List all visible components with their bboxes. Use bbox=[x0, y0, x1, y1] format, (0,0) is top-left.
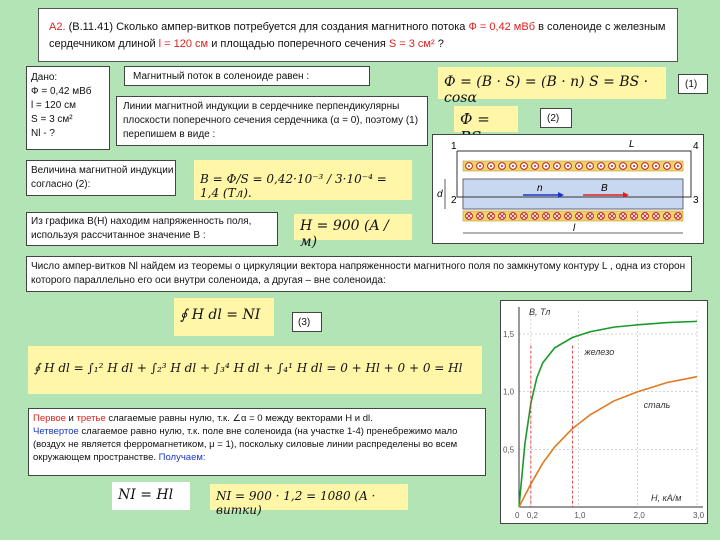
bh-chart-svg bbox=[501, 301, 707, 523]
y-tick-label: 1,0 bbox=[503, 387, 515, 397]
problem-statement: А2. (В.11.41) Сколько ампер-витков потребуется для создания магнитного потока Ф = 0,42 мВб в соленоиде с железным сердечником длиной l = 120 см и площадью поперечного сечения S = 3 см² ? bbox=[38, 8, 678, 62]
series-label: сталь bbox=[643, 399, 671, 410]
y-tick-label: 0,5 bbox=[503, 445, 515, 455]
contour-label: L bbox=[629, 139, 635, 150]
area-value: S = 3 см² bbox=[388, 38, 435, 50]
explanation-box: Первое и третье слагаемые равны нулю, т.к. ∠α = 0 между векторами H и dl. Четвертое слагаемое равно нулю, т.к. поле вне соленоида (на участке 1-4) пренебрежимо мало (воздух не является ферромагнетиком, μ = 1), поскольку силовые линии распределены во всем окружающем пространстве. Получаем: bbox=[28, 408, 486, 476]
flux-label: Магнитный поток в соленоиде равен : bbox=[124, 66, 370, 86]
flux-formula-2: Ф = bbox=[454, 106, 518, 132]
problem-number: А2. bbox=[49, 21, 66, 33]
given-box bbox=[26, 66, 110, 150]
l-label: l bbox=[573, 223, 576, 234]
y-axis-label: B, Тл bbox=[529, 307, 551, 317]
result-2: NI = 900 · 1,2 = 1080 (A · витки) bbox=[210, 484, 408, 510]
point-2: 2 bbox=[451, 195, 457, 206]
given-area: S = 3 см² bbox=[31, 114, 73, 125]
b-label: B bbox=[601, 183, 608, 194]
sum-formula: ∮ H dl = ∫₁² H dl + ∫₂³ H dl + ∫₃⁴ H dl + ∫₄¹ H dl = 0 + Hl + 0 + 0 = Hl bbox=[28, 346, 482, 394]
point-4: 4 bbox=[693, 141, 699, 152]
tag-3: (3) bbox=[292, 312, 322, 332]
upper-windings bbox=[463, 161, 683, 171]
circulation-text: Число ампер-витков Nl найдем из теоремы о циркуляции вектора напряженности магнитного поля по замкнутому контуру L , одна из сторон которого параллельно его оси внутри соленоида, а другая – вне соленоида: bbox=[26, 256, 692, 292]
tag-2: (2) bbox=[540, 108, 572, 128]
given-title: Дано: bbox=[31, 72, 58, 83]
d-label: d bbox=[437, 189, 443, 200]
induction-label-box: Величина магнитной индукции согласно (2): bbox=[26, 160, 176, 196]
phi-value: Ф = 0,42 мВб bbox=[468, 21, 536, 33]
result-1: NI = Hl bbox=[112, 482, 190, 510]
solenoid-diagram bbox=[432, 134, 704, 244]
iron-core bbox=[463, 179, 683, 209]
field-strength-formula: H = 900 (A / м) bbox=[294, 214, 412, 240]
induction-text-box: Линии магнитной индукции в сердечнике перпендикулярны плоскости поперечного сечения сердечника (α = 0), поэтому (1) перепишем в виде : bbox=[116, 96, 428, 146]
x-axis-label: H, кА/м bbox=[651, 493, 682, 503]
x-tick-label: 0 bbox=[515, 511, 520, 520]
graph-step-box: Из графика B(H) находим напряженность поля, используя рассчитанное значение B : bbox=[26, 212, 278, 246]
point-3: 3 bbox=[693, 195, 699, 206]
bh-chart bbox=[500, 300, 708, 524]
given-length: l = 120 см bbox=[31, 100, 76, 111]
length-value: l = 120 см bbox=[158, 38, 209, 50]
x-tick-label: 2,0 bbox=[633, 511, 645, 520]
problem-ref: (В.11.41) bbox=[68, 21, 114, 33]
y-tick-label: 1,5 bbox=[503, 330, 515, 340]
lower-windings bbox=[463, 211, 683, 221]
x-tick-label: 0,2 bbox=[526, 511, 538, 520]
given-unknown: Nl - ? bbox=[31, 128, 55, 139]
solenoid-svg bbox=[433, 135, 703, 243]
given-phi: Ф = 0,42 мВб bbox=[31, 86, 92, 97]
tag-1: (1) bbox=[678, 74, 708, 94]
x-tick-label: 1,0 bbox=[574, 511, 586, 520]
n-label: n bbox=[537, 183, 543, 194]
x-tick-label: 3,0 bbox=[693, 511, 705, 520]
flux-formula-1: Ф = (B · S) = (B · n) S = BS · cosα bbox=[438, 67, 666, 99]
circulation-formula: ∮ H dl = NI bbox=[174, 298, 274, 336]
series-line-steel bbox=[519, 377, 697, 507]
point-1: 1 bbox=[451, 141, 457, 152]
series-label: железо bbox=[584, 346, 615, 357]
induction-formula: B = Ф/S = 0,42·10⁻³ / 3·10⁻⁴ = 1,4 (Тл). bbox=[194, 160, 412, 200]
